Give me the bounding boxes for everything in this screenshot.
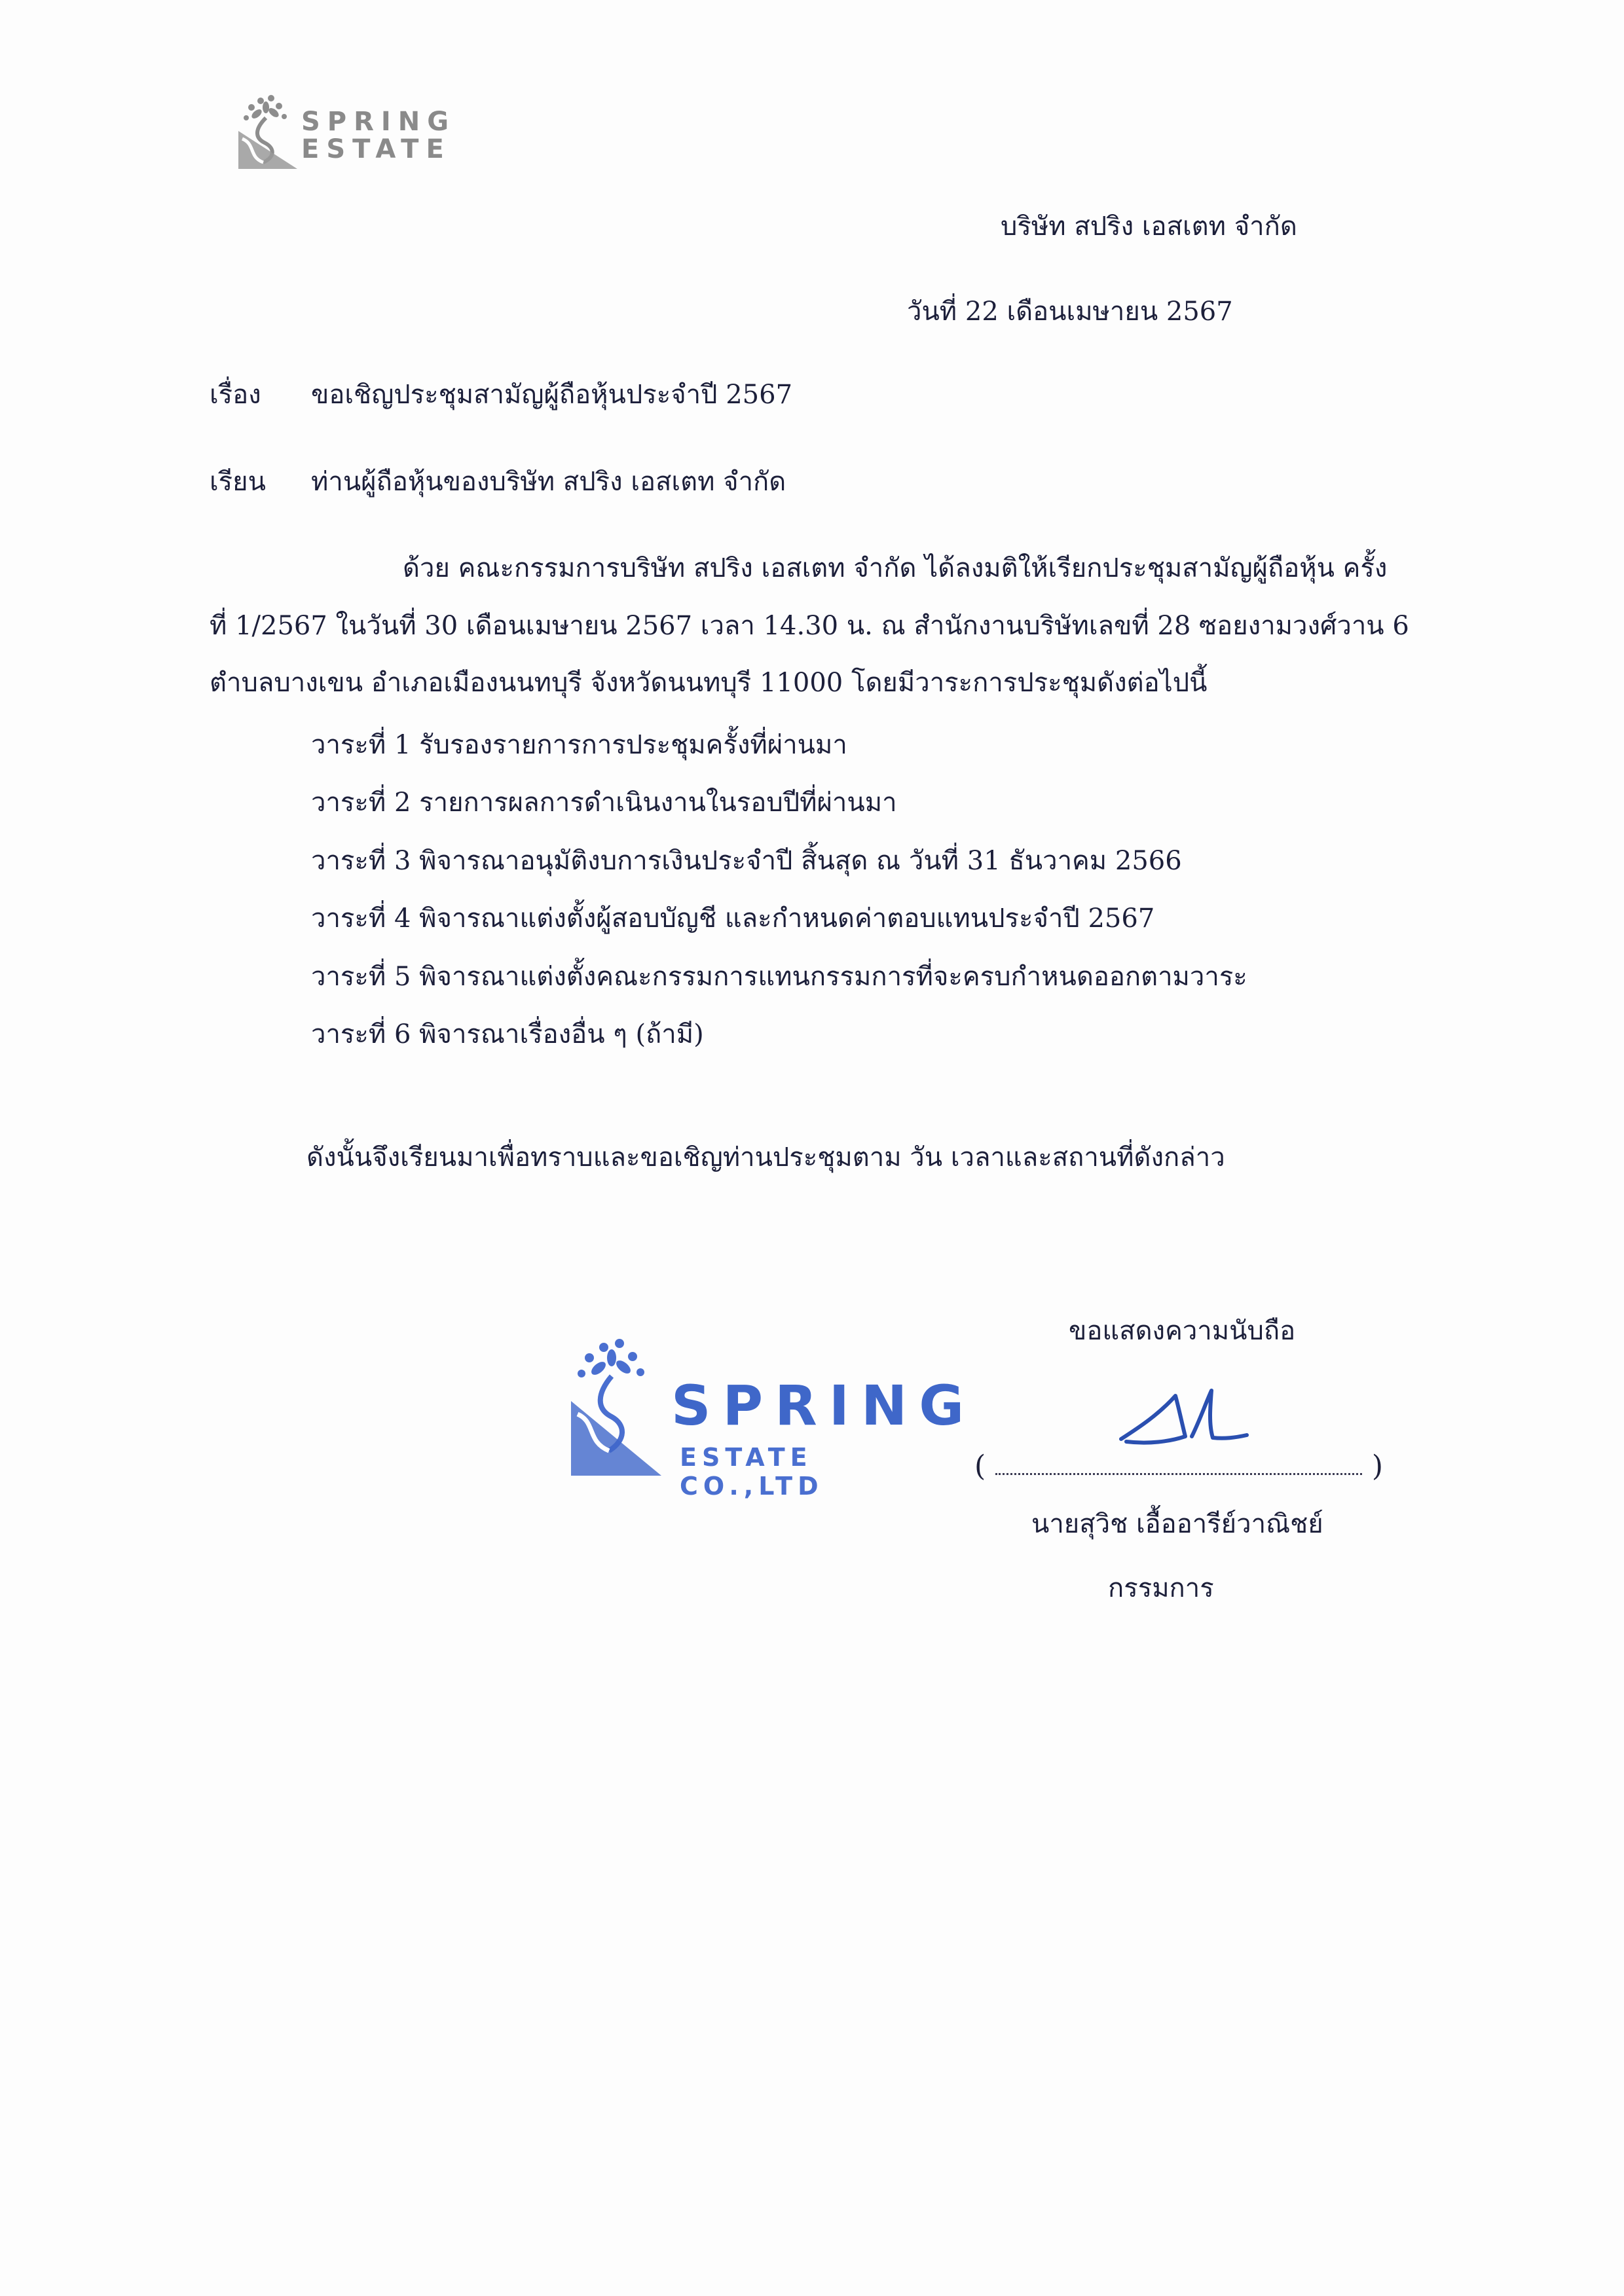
regards-line: ขอแสดงความนับถือ [1069, 1316, 1296, 1346]
date-line: วันที่ 22 เดือนเมษายน 2567 [907, 297, 1233, 327]
recipient-text: ท่านผู้ถือหุ้นของบริษัท สปริง เอสเตท จำกัด [311, 467, 786, 497]
body-line: ด้วย คณะกรรมการบริษัท สปริง เอสเตท จำกัด ได้ลงมติให้เรียกประชุมสามัญผู้ถือหุ้น ครั้ง [403, 553, 1388, 583]
agenda-item: วาระที่ 4 พิจารณาแต่งตั้งผู้สอบบัญชี และกำหนดค่าตอบแทนประจำปี 2567 [311, 903, 1155, 934]
signature-dotted-line [995, 1473, 1362, 1475]
agenda-item: วาระที่ 3 พิจารณาอนุมัติงบการเงินประจำปี สิ้นสุด ณ วันที่ 31 ธันวาคม 2566 [311, 846, 1182, 876]
logo-word-estate: ESTATE [301, 134, 451, 164]
stamp-logo-icon [563, 1336, 668, 1480]
signatory-name: นายสุวิช เอื้ออารีย์วาณิชย์ [1031, 1509, 1323, 1539]
agenda-item: วาระที่ 1 รับรองรายการการประชุมครั้งที่ผ่านมา [311, 730, 847, 760]
company-name-line: บริษัท สปริง เอสเตท จำกัด [1001, 211, 1297, 242]
logo-word-spring: SPRING [301, 107, 456, 137]
agenda-item: วาระที่ 2 รายการผลการดำเนินงานในรอบปีที่ผ่านมา [311, 788, 897, 818]
spring-estate-logo-icon [229, 92, 308, 173]
stamp-word-estate: ESTATE CO.,LTD [680, 1443, 824, 1501]
closing-line: ดังนั้นจึงเรียนมาเพื่อทราบและขอเชิญท่านประชุมตาม วัน เวลาและสถานที่ดังกล่าว [306, 1142, 1225, 1173]
recipient-label: เรียน [210, 467, 266, 497]
handwritten-signature [1113, 1381, 1257, 1453]
agenda-item: วาระที่ 5 พิจารณาแต่งตั้งคณะกรรมการแทนกรรมการที่จะครบกำหนดออกตามวาระ [311, 962, 1247, 992]
agenda-item: วาระที่ 6 พิจารณาเรื่องอื่น ๆ (ถ้ามี) [311, 1019, 704, 1049]
signature-close-paren: ) [1371, 1449, 1383, 1483]
stamp-word-spring: SPRING [671, 1374, 976, 1438]
company-logo [229, 92, 471, 177]
subject-text: ขอเชิญประชุมสามัญผู้ถือหุ้นประจำปี 2567 [311, 380, 793, 410]
signatory-title: กรรมการ [1108, 1573, 1214, 1603]
company-stamp [563, 1336, 976, 1501]
signature-open-paren: ( [974, 1449, 986, 1483]
body-line: ตำบลบางเขน อำเภอเมืองนนทบุรี จังหวัดนนทบุรี 11000 โดยมีวาระการประชุมดังต่อไปนี้ [210, 668, 1208, 698]
subject-label: เรื่อง [210, 380, 261, 410]
body-line: ที่ 1/2567 ในวันที่ 30 เดือนเมษายน 2567 เวลา 14.30 น. ณ สำนักงานบริษัทเลขที่ 28 ซอยงามวงศ์วาน 6 [210, 611, 1409, 641]
signature-line [969, 1448, 1388, 1487]
